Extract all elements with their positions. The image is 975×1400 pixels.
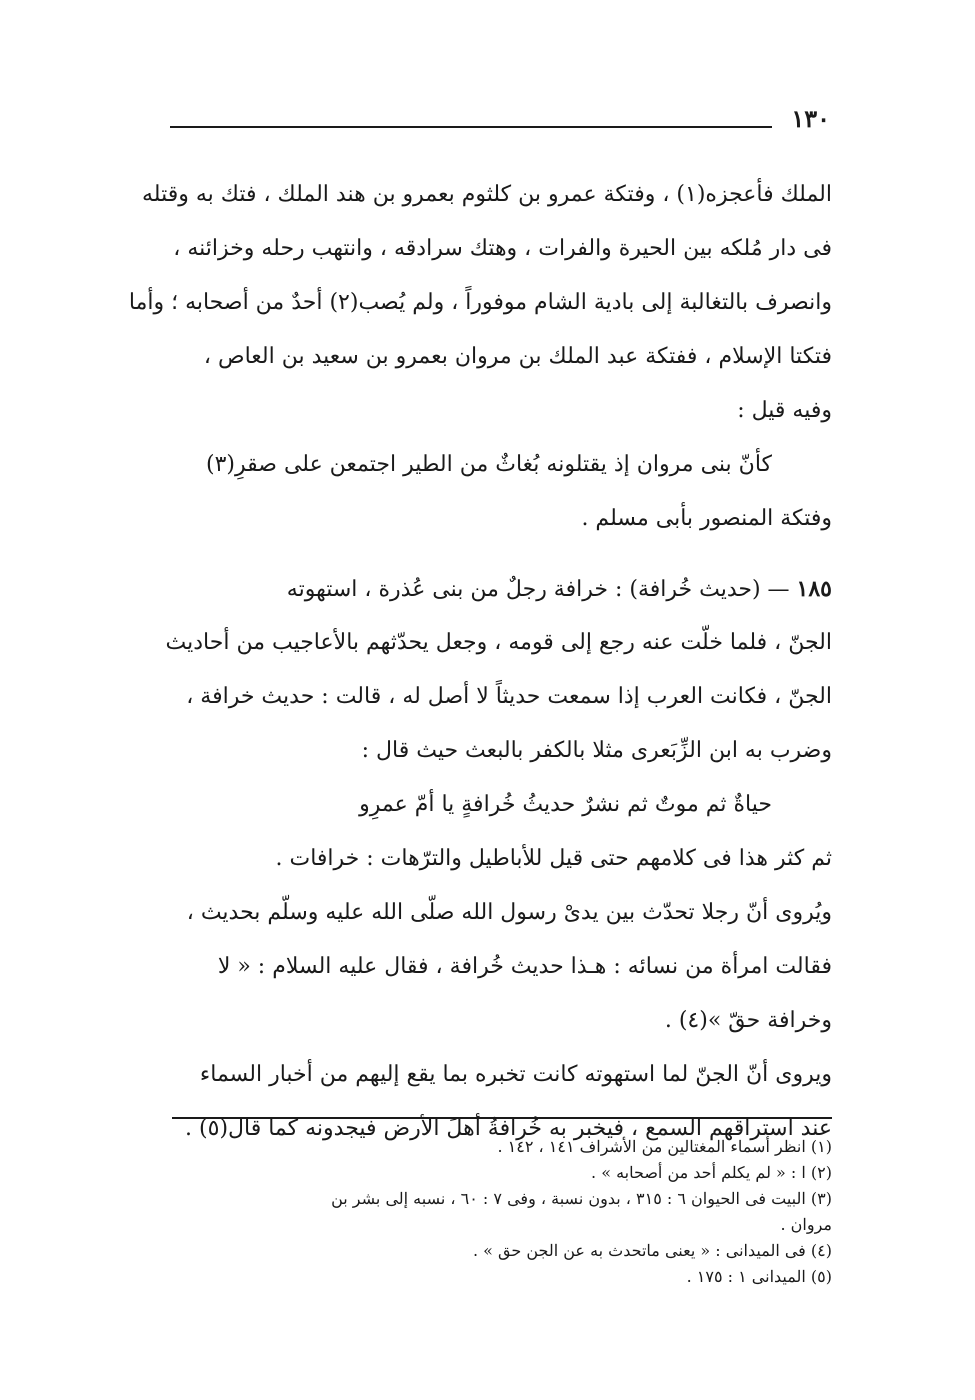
body-line: ويروى أنّ الجنّ لما استهوته كانت تخبره بما يقع إليهم من أخبار السماء [199, 1062, 832, 1087]
body-line: عند استراقهم السمع ، فيخبر به خُرافةُ أهلَ الأرض فيجدونه كما قال(٥) . [185, 1116, 832, 1141]
entry-heading-text: — (حديث خُرافة) : خرافة رجلٌ من بنى عُذرة ، استهوته [286, 577, 797, 602]
footnote-rule [172, 1117, 832, 1119]
body-line: وانصرف بالتغالبة إلى بادية الشام موفوراً ، ولم يُصب(٢) أحدٌ من أصحابه ؛ وأما [128, 290, 832, 315]
page-header [170, 104, 830, 140]
verse-line: كأنّ بنى مروان إذ يقتلونه بُغاثٌ من الطير اجتمعن على صقرِ(٣) [206, 452, 772, 477]
body-line: الجنّ ، فكانت العرب إذا سمعت حديثاً لا أصل له ، قالت : حديث خرافة ، [186, 684, 832, 709]
footnote: مروان . [780, 1215, 832, 1234]
footnotes [168, 1134, 832, 1290]
header-rule [170, 126, 772, 128]
verse-line: حياةٌ ثم موتٌ ثم نشرٌ حديثُ خُرافةٍ يا أمّ عمرِو [359, 792, 772, 817]
body-line: ثم كثر هذا فى كلامهم حتى قيل للأباطيل والترّهات : خرافات . [275, 846, 832, 871]
body-line: وفيه قيل : [737, 398, 832, 423]
body-line: فتكتا الإسلام ، ففتكة عبد الملك بن مروان بعمرو بن سعيد بن العاص ، [203, 344, 832, 369]
footnote: (٢) ا : « لم يكلم أحد من أصحابه » . [591, 1163, 832, 1182]
entry-heading-line [168, 562, 832, 616]
body-line: الملك فأعجزه(١) ، وفتكة عمرو بن كلثوم بعمرو بن هند الملك ، فتك به وقتله [142, 182, 832, 207]
body-text [128, 168, 832, 1156]
footnote: (٥) الميدانى ١ : ١٧٥ . [686, 1267, 832, 1286]
body-line: الجنّ ، فلما خلّت عنه رجع إلى قومه ، وجعل يحدّثهم بالأعاجيب من أحاديث [165, 630, 832, 655]
body-line: ويُروى أنّ رجلا تحدّث بين يدىْ رسول الله صلّى الله عليه وسلّم بحديث ، [186, 900, 832, 925]
body-line: فى دار مُلكه بين الحيرة والفرات ، وهتك سرادقه ، وانتهب رحله وخزائنه ، [173, 236, 832, 261]
footnote: (٤) فى الميدانى : « يعنى ماتحدث به عن الجن حق » . [472, 1241, 832, 1260]
body-line: وفتكة المنصور بأبى مسلم . [581, 506, 832, 531]
entry-number: ١٨٥ [796, 576, 832, 602]
footnote: (٣) البيت فى الحيوان ٦ : ٣١٥ ، بدون نسبة ، وفى ٧ : ٦٠ ، نسبه إلى بشر بن [331, 1189, 832, 1208]
footnote: (١) انظر أسماء المغتالين من الأشراف ١٤١ ، ١٤٢ . [497, 1137, 832, 1156]
page-number: ١٣٠ [791, 104, 830, 133]
body-line: وخرافة حقّ »(٤) . [664, 1008, 832, 1033]
body-line: فقالت امرأة من نسائه : هـذا حديث خُرافة ، فقال عليه السلام : « لا [217, 954, 832, 979]
body-line: وضرب به ابن الزِّبَعرى مثلا بالكفر بالبعث حيث قال : [361, 738, 832, 763]
